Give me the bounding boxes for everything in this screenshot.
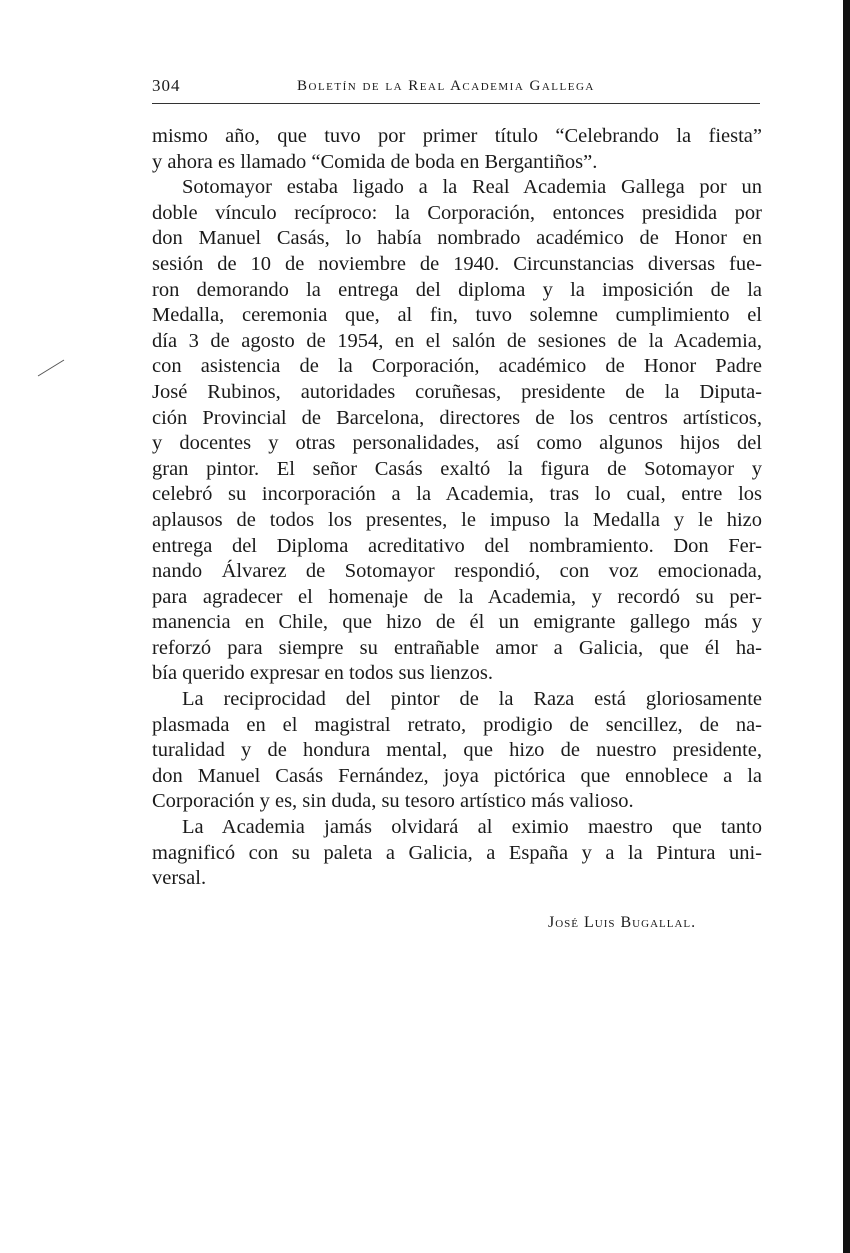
text-line: Corporación y es, sin duda, su tesoro artístico más valioso. (152, 790, 634, 813)
text-line: plasmada en el magistral retrato, prodigio de sencillez, de na- (152, 713, 762, 736)
page-number: 304 (152, 76, 181, 95)
text-line: reforzó para siempre su entrañable amor a Galicia, que él ha- (152, 636, 762, 659)
text-line: turalidad y de hondura mental, que hizo de nuestro presidente, (152, 739, 762, 762)
margin-pencil-mark (36, 358, 66, 378)
text-line: ron demorando la entrega del diploma y la imposición de la (152, 278, 762, 301)
text-line: nando Álvarez de Sotomayor respondió, con voz emocionada, (152, 560, 762, 583)
text-line: ción Provincial de Barcelona, directores de los centros artísticos, (152, 406, 762, 429)
text-line: La reciprocidad del pintor de la Raza está gloriosamente (182, 688, 762, 711)
text-line: y docentes y otras personalidades, así como algunos hijos del (152, 432, 762, 455)
text-line: mismo año, que tuvo por primer título “Celebrando la fiesta” (152, 125, 762, 147)
text-line: aplausos de todos los presentes, le impuso la Medalla y le hizo (152, 508, 762, 531)
journal-title: Boletín de la Real Academia Gallega (297, 78, 595, 94)
header-rule (152, 103, 760, 104)
text-line: don Manuel Casás Fernández, joya pictórica que ennoblece a la (152, 764, 762, 787)
text-line: don Manuel Casás, lo había nombrado académico de Honor en (152, 227, 762, 250)
text-line: celebró su incorporación a la Academia, tras lo cual, entre los (152, 483, 762, 506)
text-line: José Rubinos, autoridades coruñesas, presidente de la Diputa- (152, 380, 762, 403)
running-head (152, 76, 762, 100)
text-line: doble vínculo recíproco: la Corporación, entonces presidida por (152, 201, 762, 224)
author-signature: José Luis Bugallal. (548, 914, 697, 931)
text-line: con asistencia de la Corporación, académico de Honor Padre (152, 355, 762, 378)
text-line: manencia en Chile, que hizo de él un emigrante gallego más y (152, 611, 762, 634)
text-line: Medalla, ceremonia que, al fin, tuvo solemne cumplimiento el (152, 304, 762, 327)
text-line: sesión de 10 de noviembre de 1940. Circunstancias diversas fue- (152, 252, 762, 275)
text-line: bía querido expresar en todos sus lienzos. (152, 662, 494, 685)
text-line: La Academia jamás olvidará al eximio maestro que tanto (182, 816, 762, 839)
text-line: Sotomayor estaba ligado a la Real Academia Gallega por un (182, 176, 762, 199)
text-line: y ahora es llamado “Comida de boda en Bergantiños”. (152, 150, 598, 173)
text-line: magnificó con su paleta a Galicia, a España y a la Pintura uni- (152, 841, 762, 864)
article-body (152, 124, 762, 892)
text-line: entrega del Diploma acreditativo del nombramiento. Don Fer- (152, 534, 762, 557)
text-line: versal. (152, 867, 207, 890)
text-line: gran pintor. El señor Casás exaltó la figura de Sotomayor y (152, 457, 762, 480)
text-line: para agradecer el homenaje de la Academia, y recordó su per- (152, 585, 762, 608)
text-line: día 3 de agosto de 1954, en el salón de sesiones de la Academia, (152, 329, 762, 352)
page-edge-shadow (843, 0, 850, 1253)
